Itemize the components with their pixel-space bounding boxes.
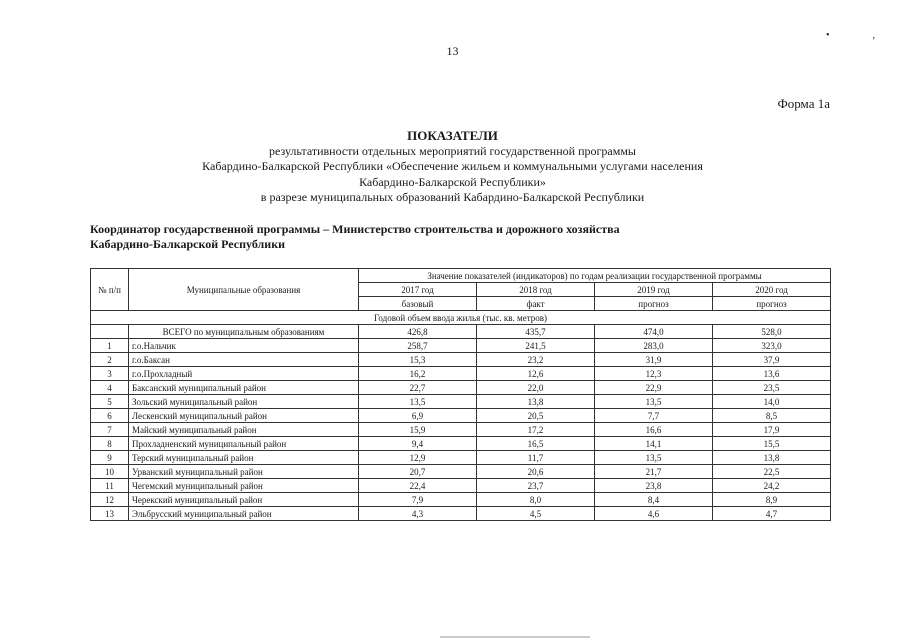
row-num: 9 xyxy=(91,451,129,465)
row-municipality: Майский муниципальный район xyxy=(129,423,359,437)
row-value: 9,4 xyxy=(359,437,477,451)
row-value: 21,7 xyxy=(595,465,713,479)
row-value: 23,5 xyxy=(713,381,831,395)
header-num: № п/п xyxy=(91,269,129,311)
row-value: 13,8 xyxy=(477,395,595,409)
row-value: 12,6 xyxy=(477,367,595,381)
total-value: 435,7 xyxy=(477,325,595,339)
row-value: 24,2 xyxy=(713,479,831,493)
row-num: 10 xyxy=(91,465,129,479)
row-municipality: Черекский муниципальный район xyxy=(129,493,359,507)
row-value: 8,4 xyxy=(595,493,713,507)
row-municipality: Эльбрусский муниципальный район xyxy=(129,507,359,521)
total-label: ВСЕГО по муниципальным образованиям xyxy=(129,325,359,339)
row-municipality: Урванский муниципальный район xyxy=(129,465,359,479)
form-label: Форма 1а xyxy=(777,96,830,111)
row-value: 20,5 xyxy=(477,409,595,423)
row-num: 5 xyxy=(91,395,129,409)
row-municipality: Чегемский муниципальный район xyxy=(129,479,359,493)
coordinator-text xyxy=(90,222,810,252)
total-row xyxy=(91,325,831,339)
row-municipality: Баксанский муниципальный район xyxy=(129,381,359,395)
row-value: 12,9 xyxy=(359,451,477,465)
title-line: Кабардино-Балкарской Республики «Обеспечение жильем и коммунальными услугами населения xyxy=(202,159,703,173)
row-value: 13,5 xyxy=(359,395,477,409)
total-value: 474,0 xyxy=(595,325,713,339)
header-year-type: прогноз xyxy=(595,297,713,311)
row-value: 8,0 xyxy=(477,493,595,507)
table-row xyxy=(91,367,831,381)
row-value: 4,7 xyxy=(713,507,831,521)
table-row xyxy=(91,353,831,367)
row-value: 12,3 xyxy=(595,367,713,381)
coordinator-line: Координатор государственной программы – Министерство строительства и дорожного хозяйства xyxy=(90,222,620,236)
table-row xyxy=(91,493,831,507)
row-value: 17,9 xyxy=(713,423,831,437)
header-year-type: базовый xyxy=(359,297,477,311)
table-row xyxy=(91,507,831,521)
header-year: 2020 год xyxy=(713,283,831,297)
row-municipality: Лескенский муниципальный район xyxy=(129,409,359,423)
row-num: 11 xyxy=(91,479,129,493)
row-value: 4,5 xyxy=(477,507,595,521)
title-line: Кабардино-Балкарской Республики» xyxy=(359,174,546,189)
title-line: результативности отдельных мероприятий государственной программы xyxy=(268,143,636,158)
total-value: 528,0 xyxy=(713,325,831,339)
header-year: 2018 год xyxy=(477,283,595,297)
header-year-type: прогноз xyxy=(713,297,831,311)
row-value: 8,5 xyxy=(713,409,831,423)
table-row xyxy=(91,395,831,409)
table-row xyxy=(91,339,831,353)
row-municipality: г.о.Баксан xyxy=(129,353,359,367)
row-value: 13,5 xyxy=(595,451,713,465)
row-value: 16,6 xyxy=(595,423,713,437)
header-group: Значение показателей (индикаторов) по годам реализации государственной программы xyxy=(359,269,831,283)
indicators-table xyxy=(90,268,831,521)
row-value: 15,3 xyxy=(359,353,477,367)
row-num: 2 xyxy=(91,353,129,367)
row-value: 20,7 xyxy=(359,465,477,479)
row-value: 6,9 xyxy=(359,409,477,423)
row-value: 4,3 xyxy=(359,507,477,521)
header-year: 2017 год xyxy=(359,283,477,297)
row-value: 8,9 xyxy=(713,493,831,507)
row-num: 3 xyxy=(91,367,129,381)
table-row xyxy=(91,437,831,451)
row-value: 4,6 xyxy=(595,507,713,521)
row-value: 23,2 xyxy=(477,353,595,367)
row-value: 258,7 xyxy=(359,339,477,353)
row-value: 16,5 xyxy=(477,437,595,451)
row-value: 37,9 xyxy=(713,353,831,367)
row-municipality: Прохладненский муниципальный район xyxy=(129,437,359,451)
row-value: 7,7 xyxy=(595,409,713,423)
document-title xyxy=(0,128,905,206)
table-row xyxy=(91,381,831,395)
row-num: 13 xyxy=(91,507,129,521)
row-value: 14,0 xyxy=(713,395,831,409)
row-num: 1 xyxy=(91,339,129,353)
row-value: 16,2 xyxy=(359,367,477,381)
row-num: 7 xyxy=(91,423,129,437)
row-num: 6 xyxy=(91,409,129,423)
section-title: Годовой объем ввода жилья (тыс. кв. метров) xyxy=(91,311,831,325)
row-value: 22,4 xyxy=(359,479,477,493)
row-municipality: г.о.Прохладный xyxy=(129,367,359,381)
title-line: в разрезе муниципальных образований Кабардино-Балкарской Республики xyxy=(260,190,645,204)
table-row xyxy=(91,423,831,437)
header-year: 2019 год xyxy=(595,283,713,297)
row-num: 8 xyxy=(91,437,129,451)
row-value: 15,5 xyxy=(713,437,831,451)
row-num: 4 xyxy=(91,381,129,395)
row-num: 12 xyxy=(91,493,129,507)
row-value: 22,7 xyxy=(359,381,477,395)
total-value: 426,8 xyxy=(359,325,477,339)
row-value: 241,5 xyxy=(477,339,595,353)
page-number: 13 xyxy=(446,44,459,58)
table-row xyxy=(91,479,831,493)
scan-mark-left: • xyxy=(826,30,830,41)
header-year-type: факт xyxy=(477,297,595,311)
header-municipality: Муниципальные образования xyxy=(129,269,359,311)
row-value: 13,8 xyxy=(713,451,831,465)
scan-artifact xyxy=(440,636,590,638)
row-value: 31,9 xyxy=(595,353,713,367)
row-value: 11,7 xyxy=(477,451,595,465)
row-value: 22,0 xyxy=(477,381,595,395)
row-value: 20,6 xyxy=(477,465,595,479)
coordinator-line: Кабардино-Балкарской Республики xyxy=(90,237,286,251)
row-municipality: Терский муниципальный район xyxy=(129,451,359,465)
row-municipality: Зольский муниципальный район xyxy=(129,395,359,409)
row-value: 13,5 xyxy=(595,395,713,409)
row-value: 7,9 xyxy=(359,493,477,507)
row-municipality: г.о.Нальчик xyxy=(129,339,359,353)
row-value: 23,8 xyxy=(595,479,713,493)
row-value: 22,5 xyxy=(713,465,831,479)
scan-mark-right: ‚ xyxy=(872,30,876,41)
table-row xyxy=(91,409,831,423)
row-value: 14,1 xyxy=(595,437,713,451)
row-value: 22,9 xyxy=(595,381,713,395)
title-heading: ПОКАЗАТЕЛИ xyxy=(407,128,498,143)
table-row xyxy=(91,451,831,465)
table-row xyxy=(91,465,831,479)
row-value: 13,6 xyxy=(713,367,831,381)
row-value: 15,9 xyxy=(359,423,477,437)
row-value: 323,0 xyxy=(713,339,831,353)
row-value: 17,2 xyxy=(477,423,595,437)
row-value: 23,7 xyxy=(477,479,595,493)
row-value: 283,0 xyxy=(595,339,713,353)
